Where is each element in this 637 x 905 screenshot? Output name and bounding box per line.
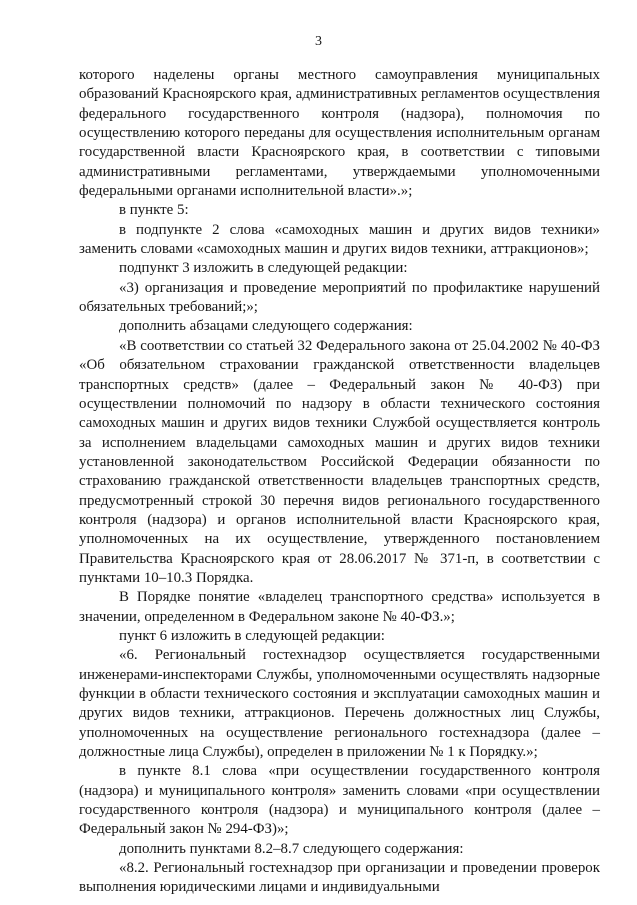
paragraph-continuation: которого наделены органы местного самоуправления муниципальных образований Красноярского края, административных регламентов осуществления федерального государственного контроля (надзора), полномочия по осуществлению которого переданы для осуществления исполнительным органам государственной власти Красноярского края, в соответствии с типовыми административными регламентами, утверждаемыми уполномоченными федеральными органами исполнительной власти».»;: [79, 67, 600, 200]
document-body: [79, 66, 600, 898]
paragraph-subpoint-3-text: «3) организация и проведение мероприятий по профилактике нарушений обязательных требований;»;: [79, 279, 600, 316]
paragraph-points-8-2-8-7-intro: дополнить пунктами 8.2–8.7 следующего содержания:: [119, 840, 464, 857]
paragraph-article-32: «В соответствии со статьей 32 Федерального закона от 25.04.2002 № 40-ФЗ «Об обязательном страховании гражданской ответственности владельцев транспортных средств» (далее – Федеральный закон № 40-ФЗ) при осуществлении полномочий по надзору в области технического состояния самоходных машин и других видов техники Службой осуществляется контроль за исполнением владельцами самоходных машин и других видов техники установленной законодательством Российской Федерации обязанности по страхованию гражданской ответственности владельцев транспортных средств, предусмотренный строкой 30 перечня видов регионального государственного контроля (надзора) и органов исполнительной власти Красноярского края, уполномоченных на их осуществление, утвержденного постановлением Правительства Красноярского края от 28.06.2017 № 371-п, в соответствии с пунктами 10–10.3 Порядка.: [79, 337, 600, 586]
paragraph-subpoint-2: в подпункте 2 слова «самоходных машин и других видов техники» заменить словами «самоходных машин и других видов техники, аттракционов»;: [79, 221, 600, 258]
paragraph-point-8-2: «8.2. Региональный гостехнадзор при организации и проведении проверок выполнения юридическими лицами и индивидуальными: [79, 860, 600, 896]
paragraph-add-intro: дополнить абзацами следующего содержания:: [119, 318, 413, 335]
paragraph-vehicle-owner: В Порядке понятие «владелец транспортного средства» используется в значении, определенном в Федеральном законе № 40-ФЗ.»;: [79, 589, 600, 625]
paragraph-point-8-1: в пункте 8.1 слова «при осуществлении государственного контроля (надзора) и муниципального контроля» заменить словами «при осуществлении государственного контроля (надзора) и муниципального контроля (далее – Федеральный закон № 294-ФЗ)»;: [79, 763, 600, 838]
paragraph-point-6-text: «6. Региональный гостехнадзор осуществляется государственными инженерами-инспекторами Службы, уполномоченными осуществлять надзорные функции в области технического состояния и эксплуатации самоходных машин и других видов техники, аттракционов. Перечень должностных лиц Службы, уполномоченных на осуществление регионального гостехнадзора (далее – должностные лица Службы), определен в приложении № 1 к Порядку.»;: [79, 647, 600, 761]
page-number: 3: [315, 34, 322, 49]
paragraph-point-5: в пункте 5:: [119, 202, 189, 219]
paragraph-subpoint-3-intro: подпункт 3 изложить в следующей редакции:: [119, 260, 408, 277]
paragraph-point-6-intro: пункт 6 изложить в следующей редакции:: [119, 627, 385, 644]
